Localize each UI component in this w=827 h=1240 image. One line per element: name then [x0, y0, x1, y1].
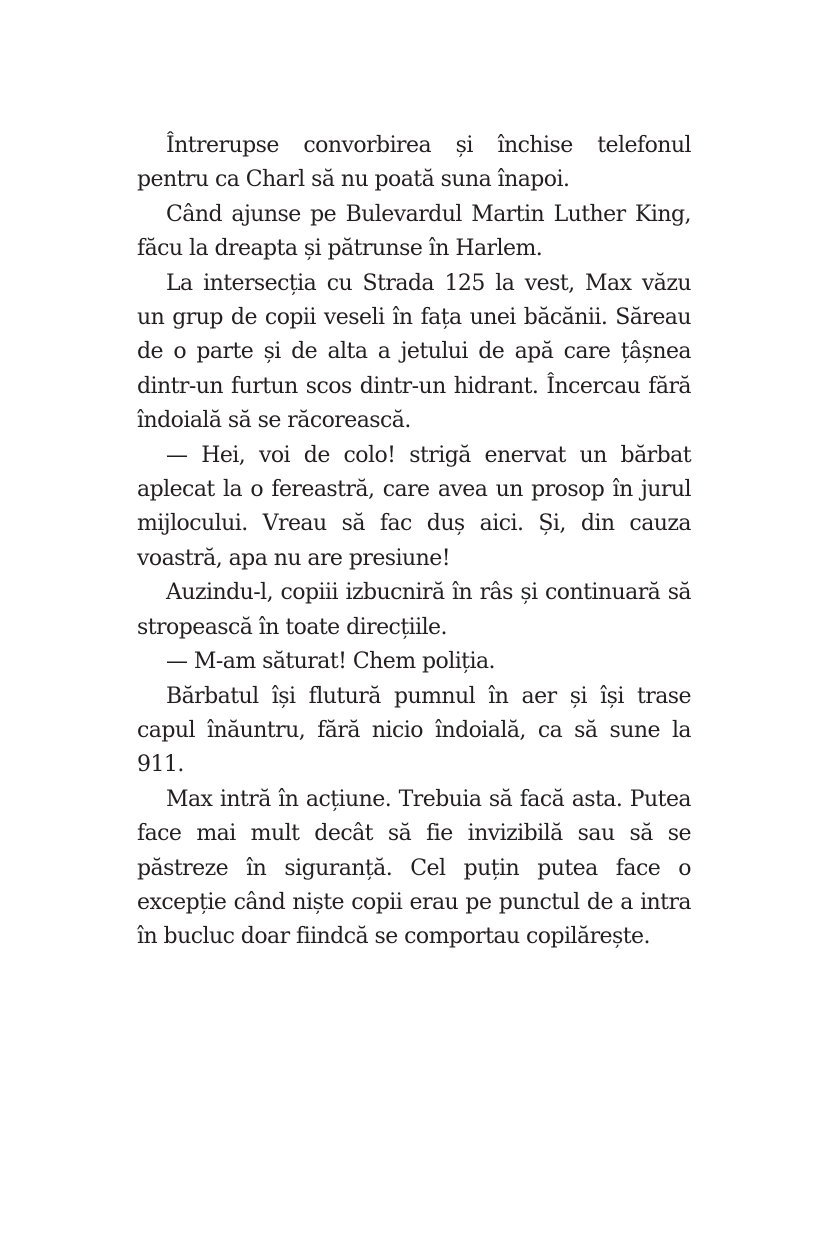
book-page-text — [137, 129, 691, 955]
paragraph: Bărbatul își flutură pumnul în aer și își trase capul înăuntru, fără nicio îndoială, ca să sune la 911. — [137, 683, 691, 778]
paragraph: Întrerupse convorbirea și închise telefonul pentru ca Charl să nu poată suna înapoi. — [137, 133, 691, 193]
paragraph: Max intră în acțiune. Trebuia să facă asta. Putea face mai mult decât să fie invizibilă sau să se păstreze în siguranță. Cel puțin putea face o excepție când niște copii erau pe punctul de a intra în bucluc doar fiindcă se comportau copilărește. — [137, 786, 691, 950]
dialogue-paragraph: — M-am săturat! Chem poliția. — [166, 649, 495, 675]
paragraph: Când ajunse pe Bulevardul Martin Luther King, făcu la dreapta și pătrunse în Harlem. — [137, 201, 691, 262]
dialogue-paragraph: — Hei, voi de colo! strigă enervat un bărbat aplecat la o fereastră, care avea un prosop în jurul mijlocului. Vreau să fac duș aici. Și, din cauza voastră, apa nu are presiune! — [137, 442, 691, 571]
paragraph: Auzindu-l, copiii izbucniră în râs și continuară să stropească în toate direcțiile. — [137, 580, 691, 640]
paragraph: La intersecția cu Strada 125 la vest, Max văzu un grup de copii veseli în fața unei băcănii. Săreau de o parte și de alta a jetului de apă care țâșnea dintr-un furtun scos dintr-un hidrant. Încercau fără îndoială să se răcorească. — [137, 270, 691, 434]
